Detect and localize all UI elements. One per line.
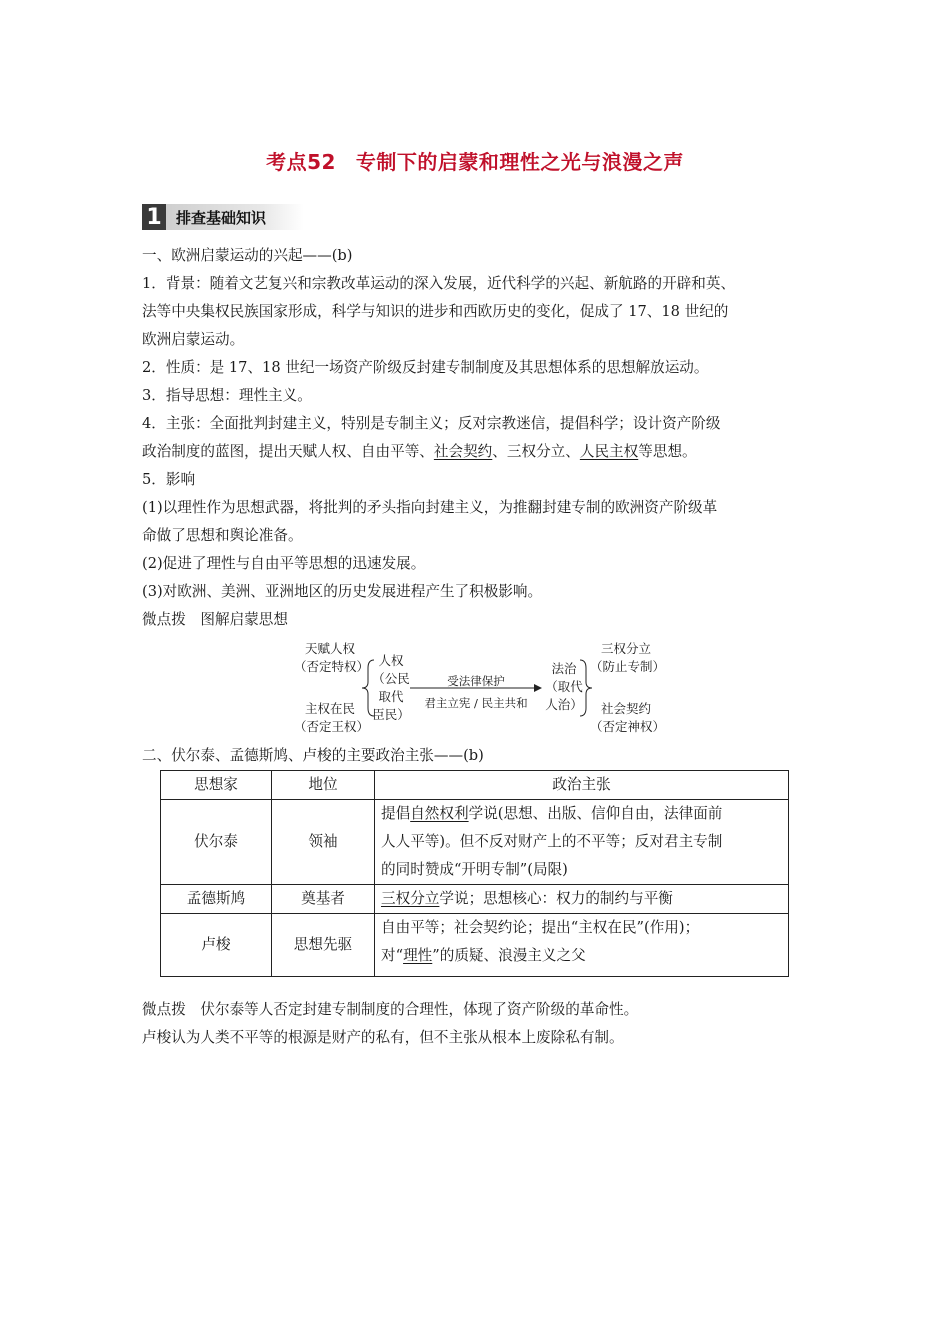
background-line: 欧洲启蒙运动。 <box>142 331 245 348</box>
thinker-role: 领袖 <box>272 800 375 885</box>
arrow-bottom-label: 君主立宪 / 民主共和 <box>424 696 528 710</box>
thinker-role: 思想先驱 <box>272 914 375 977</box>
page-title <box>0 146 950 175</box>
diagram-label: 臣民） <box>372 707 410 722</box>
thinkers-table <box>160 770 789 977</box>
underlined-term: 理性 <box>403 947 433 964</box>
table-row <box>161 885 789 914</box>
diagram-label: 法治 <box>551 661 577 676</box>
table-header: 政治主张 <box>375 771 789 800</box>
text-span: 等思想。 <box>638 443 697 460</box>
text-span: 学说(思想、出版、信仰自由，法律面前 <box>468 805 723 822</box>
diagram-label: （取代 <box>545 679 583 694</box>
table-row <box>161 800 789 885</box>
thinker-name: 卢梭 <box>161 914 272 977</box>
diagram-label: （否定特权） <box>294 659 370 674</box>
text-span: ”的质疑、浪漫主义之父 <box>432 947 586 964</box>
tip-line: 卢梭认为人类不平等的根源是财产的私有，但不主张从根本上废除私有制。 <box>142 1029 624 1046</box>
claim-line <box>381 800 782 828</box>
claim-line: 4．主张：全面批判封建主义，特别是专制主义；反对宗教迷信，提倡科学；设计资产阶级 <box>142 415 721 432</box>
effect-item: (3)对欧洲、美洲、亚洲地区的历史发展进程产生了积极影响。 <box>142 583 543 600</box>
tip-heading: 微点拨 图解启蒙思想 <box>142 611 288 628</box>
claim-line <box>381 942 782 970</box>
claim-line: 自由平等；社会契约论；提出“主权在民”(作用)； <box>381 919 700 936</box>
table-header: 地位 <box>272 771 375 800</box>
diagram-right-middle <box>542 660 586 714</box>
underlined-term: 人民主权 <box>579 443 639 460</box>
underlined-term: 自然权利 <box>410 805 469 822</box>
diagram-bottom-right <box>590 700 666 736</box>
diagram-label: 取代 <box>378 689 404 704</box>
nature-line: 2．性质：是 17、18 世纪一场资产阶级反封建专制制度及其思想体系的思想解放运动。 <box>142 359 709 376</box>
thinker-name: 伏尔泰 <box>161 800 272 885</box>
section-label: 排查基础知识 <box>166 204 304 230</box>
text-span: 学说；思想核心：权力的制约与平衡 <box>439 890 673 907</box>
tip-line: 微点拨 伏尔泰等人否定封建专制制度的合理性，体现了资产阶级的革命性。 <box>142 1001 639 1018</box>
part1-heading: 一、欧洲启蒙运动的兴起——(b) <box>142 247 353 264</box>
effect-heading: 5．影响 <box>142 471 196 488</box>
title-text: 专制下的启蒙和理性之光与浪漫之声 <box>355 150 684 174</box>
table-header-row <box>161 771 789 800</box>
enlightenment-diagram <box>294 638 664 738</box>
tips-block <box>142 996 822 1052</box>
claim-line: 人人平等)。但不反对财产上的不平等；反对君主专制 <box>381 833 723 850</box>
thinker-claim <box>375 800 789 885</box>
text-span: 、三权分立、 <box>492 443 580 460</box>
effect-item: 命做了思想和舆论准备。 <box>142 527 303 544</box>
part2-heading: 二、伏尔泰、孟德斯鸠、卢梭的主要政治主张——(b) <box>142 747 484 764</box>
diagram-label: 三权分立 <box>600 641 651 656</box>
diagram-label: 天赋人权 <box>304 641 355 656</box>
claim-line: 的同时赞成“开明专制”(局限) <box>381 861 568 878</box>
diagram-label: 人治） <box>545 697 583 712</box>
text-span: 政治制度的蓝图，提出天赋人权、自由平等、 <box>142 443 434 460</box>
part1-content <box>142 242 812 634</box>
diagram-label: 主权在民 <box>304 701 355 716</box>
diagram-label: 人权 <box>378 653 404 668</box>
effect-item: (2)促进了理性与自由平等思想的迅速发展。 <box>142 555 426 572</box>
diagram-label: （否定王权） <box>294 719 370 734</box>
section-number: 1 <box>142 204 166 230</box>
diagram-label: 社会契约 <box>600 701 651 716</box>
claim-line <box>142 438 812 466</box>
table-row <box>161 914 789 977</box>
diagram-label: （否定神权） <box>590 719 666 734</box>
thinker-role: 奠基者 <box>272 885 375 914</box>
diagram-label: （防止专制） <box>590 659 666 674</box>
effect-item: (1)以理性作为思想武器，将批判的矛头指向封建主义，为推翻封建专制的欧洲资产阶级革 <box>142 499 718 516</box>
title-code: 考点52 <box>266 150 336 174</box>
arrow-top-label: 受法律保护 <box>447 674 505 688</box>
text-span: 提倡 <box>381 805 411 822</box>
text-span: 对“ <box>381 947 404 964</box>
background-line: 1．背景：随着文艺复兴和宗教改革运动的深入发展，近代科学的兴起、新航路的开辟和英、 <box>142 275 736 292</box>
guide-line: 3．指导思想：理性主义。 <box>142 387 312 404</box>
underlined-term: 三权分立 <box>381 890 440 907</box>
thinker-claim <box>375 914 789 977</box>
thinker-claim <box>375 885 789 914</box>
section-badge <box>142 204 304 230</box>
diagram-label: （公民 <box>372 671 410 686</box>
underlined-term: 社会契约 <box>433 443 493 460</box>
table-header: 思想家 <box>161 771 272 800</box>
thinker-name: 孟德斯鸠 <box>161 885 272 914</box>
diagram-top-right <box>590 640 666 676</box>
background-line: 法等中央集权民族国家形成，科学与知识的进步和西欧历史的变化，促成了 17、18 世纪的 <box>142 303 729 320</box>
diagram-middle <box>372 652 410 724</box>
